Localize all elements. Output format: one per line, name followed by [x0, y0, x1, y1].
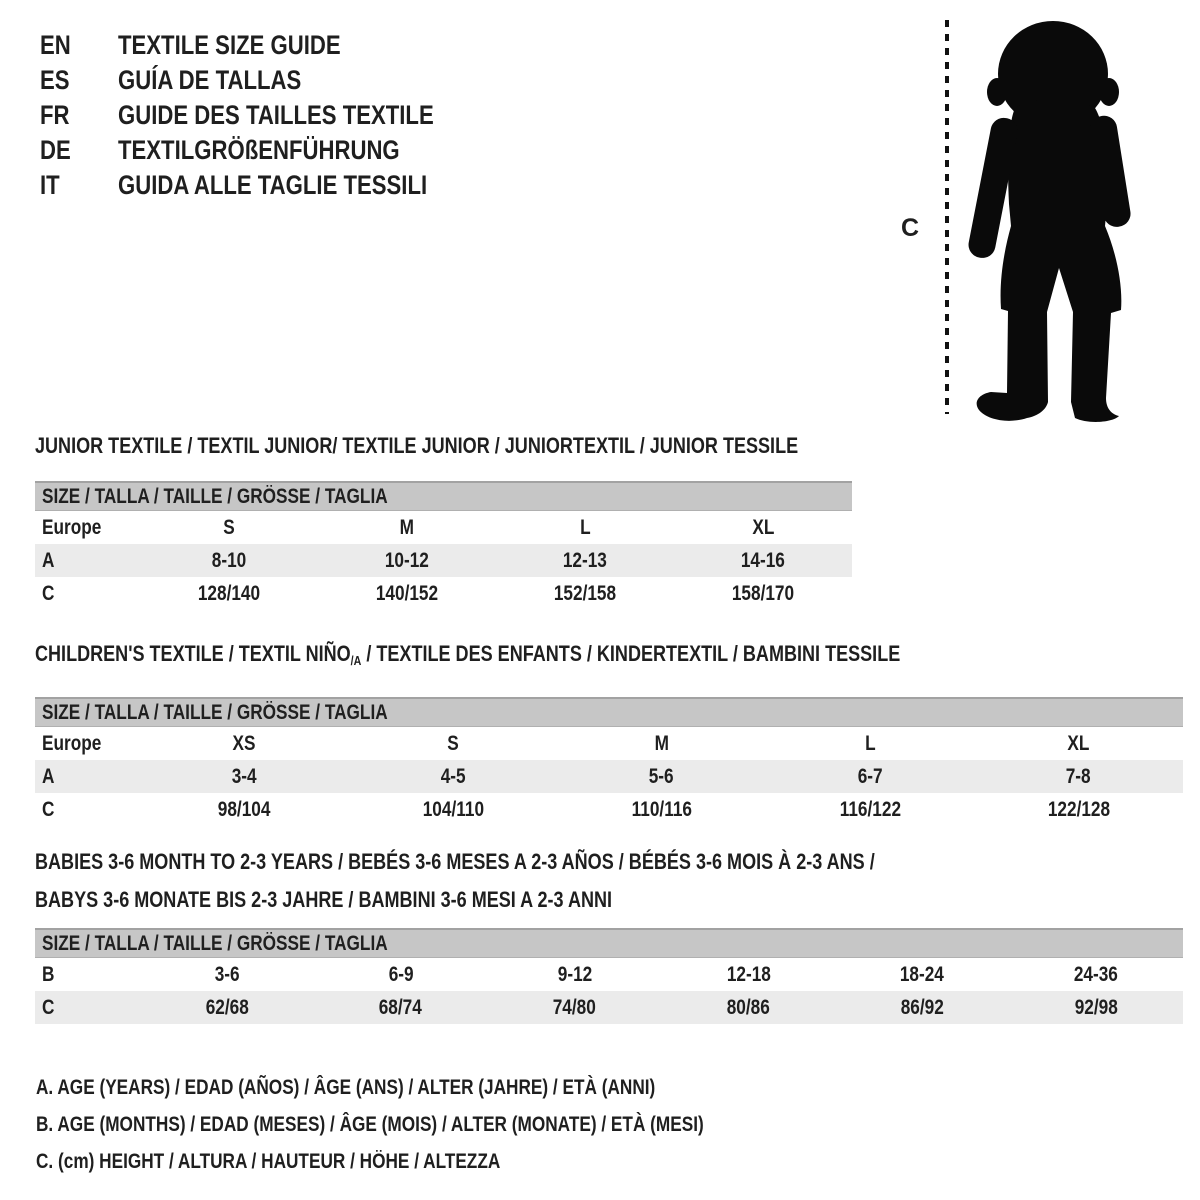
junior-height-row: [35, 577, 852, 610]
toddler-silhouette-icon: [895, 12, 1175, 428]
legend-a-age-years: A. AGE (YEARS) / EDAD (AÑOS) / ÂGE (ANS) / ALTER (JAHRE) / ETÀ (ANNI): [36, 1076, 656, 1099]
language-row-de: [40, 133, 503, 168]
legend-b-age-months: B. AGE (MONTHS) / EDAD (MESES) / ÂGE (MOIS) / ALTER (MONATE) / ETÀ (MESI): [36, 1113, 704, 1136]
age-value: 4-5: [440, 764, 466, 788]
height-value: 92/98: [1074, 995, 1118, 1019]
size-value: S: [447, 731, 459, 755]
age-value: 5-6: [649, 764, 674, 788]
babies-section-title-line2: BABYS 3-6 MONATE BIS 2-3 JAHRE / BAMBINI 3-6 MESI A 2-3 ANNI: [35, 887, 613, 912]
childrens-age-row: [35, 760, 1183, 793]
babies-size-header-bar: SIZE / TALLA / TAILLE / GRÖSSE / TAGLIA: [35, 928, 1183, 958]
babies-height-row: [35, 991, 1183, 1024]
junior-section-title: JUNIOR TEXTILE / TEXTIL JUNIOR/ TEXTILE JUNIOR / JUNIORTEXTIL / JUNIOR TESSILE: [35, 433, 799, 458]
age-value: 7-8: [1066, 764, 1092, 788]
guide-title-es: GUÍA DE TALLAS: [118, 65, 302, 95]
language-title-list: [40, 28, 503, 203]
months-value: 12-18: [726, 962, 771, 986]
height-value: 104/110: [422, 797, 484, 821]
nino-a-subscript: /A: [350, 653, 362, 668]
junior-europe-row: [35, 511, 852, 544]
childrens-section-title: CHILDREN'S TEXTILE / TEXTIL $NIÑO_{/A}$ / TEXTILE DES ENFANTS / KINDERTEXTIL / BAMBINI TESSILE: [35, 641, 901, 668]
row-label: Europe: [42, 515, 102, 539]
row-label: C: [42, 797, 55, 821]
language-row-es: [40, 63, 503, 98]
language-row-en: [40, 28, 503, 63]
height-value: 62/68: [205, 995, 249, 1019]
age-value: 14-16: [740, 548, 786, 572]
height-value: 128/140: [197, 581, 261, 605]
childrens-size-header-bar: SIZE / TALLA / TAILLE / GRÖSSE / TAGLIA: [35, 697, 1183, 727]
size-value: S: [223, 515, 235, 539]
height-value: 116/122: [839, 797, 901, 821]
row-label: A: [42, 548, 55, 572]
height-value: 80/86: [726, 995, 770, 1019]
language-row-it: [40, 168, 503, 203]
size-value: M: [654, 731, 669, 755]
height-value: 86/92: [900, 995, 944, 1019]
language-row-fr: [40, 98, 503, 133]
row-label: B: [42, 962, 55, 986]
childrens-textile-section: [35, 641, 1183, 826]
size-value: XL: [1067, 731, 1090, 755]
size-value: M: [399, 515, 415, 539]
size-value: XL: [751, 515, 775, 539]
size-value: L: [864, 731, 876, 755]
guide-title-it: GUIDA ALLE TAGLIE TESSILI: [118, 170, 428, 200]
height-value: 122/128: [1047, 797, 1110, 821]
junior-size-header-bar: SIZE / TALLA / TAILLE / GRÖSSE / TAGLIA: [35, 481, 852, 511]
childrens-europe-row: [35, 727, 1183, 760]
language-code: FR: [40, 100, 70, 130]
junior-age-row: [35, 544, 852, 577]
age-value: 10-12: [384, 548, 430, 572]
baby-figure-area: [895, 12, 1175, 428]
guide-title-de: TEXTILGRÖßENFÜHRUNG: [118, 135, 400, 165]
months-value: 18-24: [900, 962, 945, 986]
row-label: C: [42, 995, 55, 1019]
babies-months-row: [35, 958, 1183, 991]
language-code: EN: [40, 30, 71, 60]
height-value: 110/116: [631, 797, 692, 821]
measure-legend: [36, 1069, 850, 1180]
language-code: IT: [40, 170, 60, 200]
row-label: C: [42, 581, 55, 605]
size-value: XS: [232, 731, 256, 755]
height-measure-label: C: [901, 214, 920, 242]
size-value: L: [579, 515, 591, 539]
age-value: 3-4: [231, 764, 257, 788]
row-label: A: [42, 764, 55, 788]
junior-textile-section: [35, 433, 852, 610]
height-value: 152/158: [553, 581, 617, 605]
babies-section-title-line1: BABIES 3-6 MONTH TO 2-3 YEARS / BEBÉS 3-6 MESES A 2-3 AÑOS / BÉBÉS 3-6 MOIS À 2-3 ANS /: [35, 849, 875, 874]
age-value: 8-10: [211, 548, 247, 572]
guide-title-fr: GUIDE DES TAILLES TEXTILE: [118, 100, 434, 130]
guide-title-en: TEXTILE SIZE GUIDE: [118, 30, 341, 60]
height-value: 140/152: [375, 581, 439, 605]
childrens-height-row: [35, 793, 1183, 826]
age-value: 12-13: [562, 548, 608, 572]
months-value: 24-36: [1074, 962, 1119, 986]
legend-c-height-cm: C. (cm) HEIGHT / ALTURA / HAUTEUR / HÖHE / ALTEZZA: [36, 1150, 501, 1173]
height-value: 98/104: [217, 797, 271, 821]
language-code: ES: [40, 65, 70, 95]
height-value: 68/74: [379, 995, 423, 1019]
height-value: 158/170: [731, 581, 795, 605]
babies-textile-section: [35, 843, 1183, 1024]
months-value: 3-6: [214, 962, 240, 986]
language-code: DE: [40, 135, 71, 165]
months-value: 9-12: [557, 962, 592, 986]
months-value: 6-9: [388, 962, 414, 986]
height-value: 74/80: [553, 995, 597, 1019]
age-value: 6-7: [857, 764, 883, 788]
row-label: Europe: [42, 731, 102, 755]
